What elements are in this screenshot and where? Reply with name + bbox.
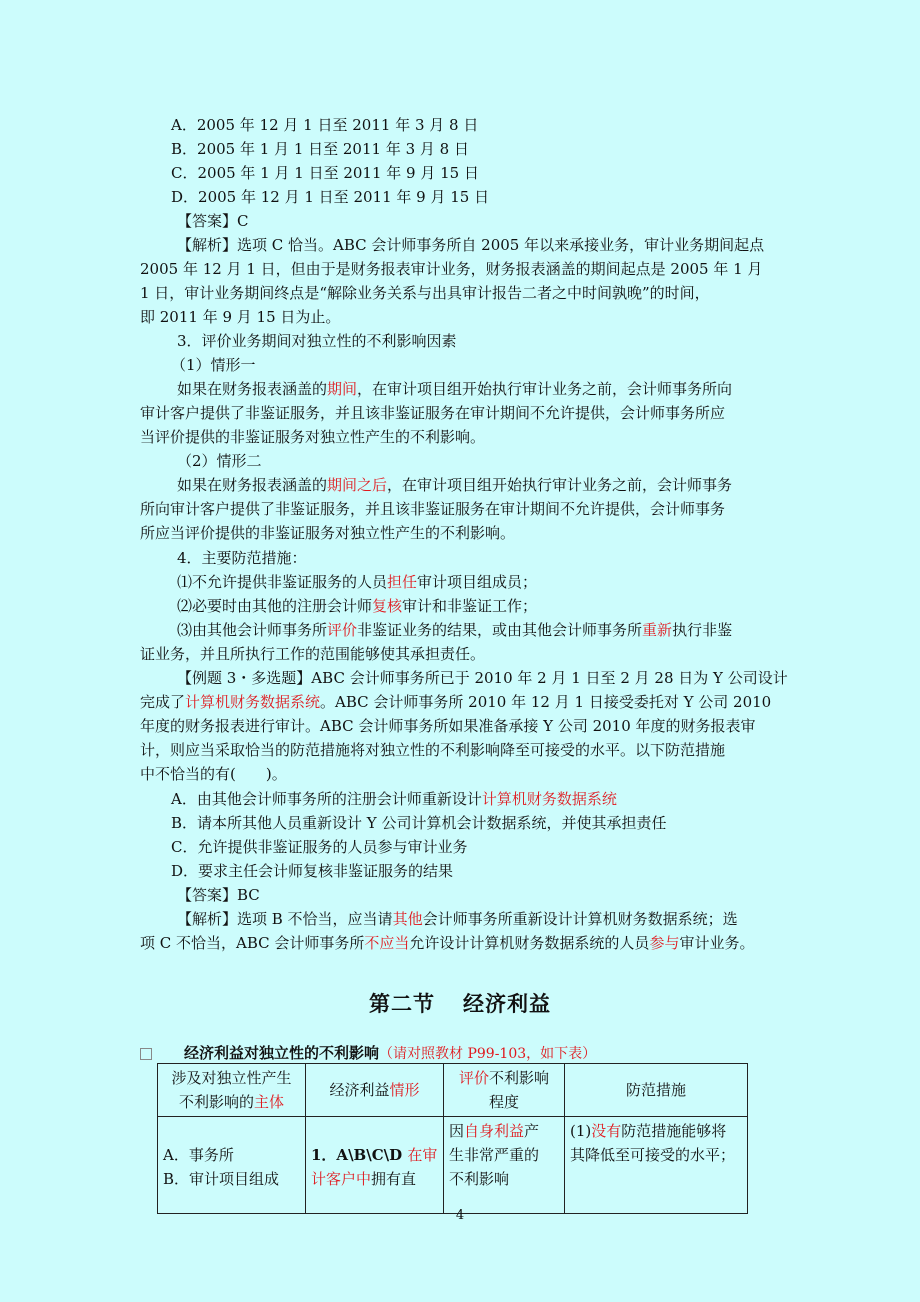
example-3-option-c: C．允许提供非鉴证服务的人员参与审计业务 (171, 838, 468, 856)
answer-1: 【答案】C (177, 212, 249, 230)
interest-table (157, 1063, 748, 1214)
option-c: C．2005 年 1 月 1 日至 2011 年 9 月 15 日 (171, 164, 479, 182)
example-3-option-b: B．请本所其他人员重新设计 Y 公司计算机会计数据系统，并使其承担责任 (171, 814, 667, 832)
analysis-1-line: 1 日，审计业务期间终点是“解除业务关系与出具审计报告二者之中时间孰晚”的时间， (140, 284, 710, 302)
case-2-line: 如果在财务报表涵盖的期间之后，在审计项目组开始执行审计业务之前，会计师事务 (177, 476, 733, 494)
analysis-1-line: 即 2011 年 9 月 15 日为止。 (140, 308, 341, 326)
case-2-line: 所应当评价提供的非鉴证服务对独立性产生的不利影响。 (140, 524, 516, 542)
example-3-line: 计，则应当采取恰当的防范措施将对独立性的不利影响降至可接受的水平。以下防范措施 (140, 741, 726, 759)
measure-2: ⑵必要时由其他的注册会计师复核审计和非鉴证工作； (177, 597, 538, 615)
example-3-line: 完成了计算机财务数据系统。ABC 会计师事务所 2010 年 12 月 1 日接受委托对 Y 公司 2010 (140, 693, 772, 711)
measure-1: ⑴不允许提供非鉴证服务的人员担任审计项目组成员； (177, 573, 538, 591)
table-cell: 1．A\B\C\D 在审 计客户中拥有直 (306, 1117, 444, 1214)
analysis-2-line: 【解析】选项 B 不恰当，应当请其他会计师事务所重新设计计算机财务数据系统；选 (177, 910, 738, 928)
case-1-line: 审计客户提供了非鉴证服务，并且该非鉴证服务在审计期间不允许提供，会计师事务所应 (140, 404, 726, 422)
table-cell: A．事务所 B．审计项目组成 (158, 1117, 306, 1214)
header-cell: 防范措施 (565, 1064, 748, 1117)
measure-3: ⑶由其他会计师事务所评价非鉴证业务的结果，或由其他会计师事务所重新执行非鉴 (177, 621, 733, 639)
case-1-line: 如果在财务报表涵盖的期间，在审计项目组开始执行审计业务之前，会计师事务所向 (177, 380, 733, 398)
page-number: 4 (455, 1208, 465, 1223)
table-caption: 经济利益对独立性的不利影响（请对照教材 P99-103，如下表） (140, 1042, 596, 1063)
header-cell: 涉及对独立性产生 不利影响的主体 (158, 1064, 306, 1117)
option-d: D．2005 年 12 月 1 日至 2011 年 9 月 15 日 (171, 188, 490, 206)
example-3-option-a: A．由其他会计师事务所的注册会计师重新设计计算机财务数据系统 (171, 790, 617, 808)
example-3-line: 中不恰当的有( )。 (140, 765, 287, 783)
header-cell: 评价不利影响 程度 (444, 1064, 565, 1117)
analysis-1-line: 2005 年 12 月 1 日，但由于是财务报表审计业务，财务报表涵盖的期间起点是 2005 年 1 月 (140, 260, 763, 278)
analysis-2-line: 项 C 不恰当，ABC 会计师事务所不应当允许设计计算机财务数据系统的人员参与审计业务。 (140, 934, 755, 952)
option-a: A．2005 年 12 月 1 日至 2011 年 3 月 8 日 (171, 116, 479, 134)
section-3-title: 3．评价业务期间对独立性的不利影响因素 (177, 332, 457, 350)
table-cell: (1)没有防范措施能够将 其降低至可接受的水平； (565, 1117, 748, 1214)
analysis-1-line: 【解析】选项 C 恰当。ABC 会计师事务所自 2005 年以来承接业务，审计业务期间起点 (177, 236, 765, 254)
example-3-option-d: D．要求主任会计师复核非鉴证服务的结果 (171, 862, 454, 880)
answer-2: 【答案】BC (177, 886, 260, 904)
case-1-title: （1）情形一 (171, 356, 256, 374)
section-heading: 第二节 经济利益 (369, 992, 551, 1016)
example-3-line: 【例题 3・多选题】ABC 会计师事务所已于 2010 年 2 月 1 日至 2 月 28 日为 Y 公司设计 (177, 669, 788, 687)
header-cell: 经济利益情形 (306, 1064, 444, 1117)
table-cell: 因自身利益产 生非常严重的 不利影响 (444, 1117, 565, 1214)
table-header-row (158, 1064, 748, 1117)
checkbox-icon (140, 1048, 152, 1060)
example-3-line: 年度的财务报表进行审计。ABC 会计师事务所如果准备承接 Y 公司 2010 年度的财务报表审 (140, 717, 756, 735)
measure-3-cont: 证业务，并且所执行工作的范围能够使其承担责任。 (140, 645, 486, 663)
case-2-title: （2）情形二 (177, 452, 262, 470)
table-row (158, 1117, 748, 1214)
section-4-title: 4．主要防范措施： (177, 549, 307, 567)
option-b: B．2005 年 1 月 1 日至 2011 年 3 月 8 日 (171, 140, 469, 158)
case-2-line: 所向审计客户提供了非鉴证服务，并且该非鉴证服务在审计期间不允许提供，会计师事务 (140, 500, 726, 518)
case-1-line: 当评价提供的非鉴证服务对独立性产生的不利影响。 (140, 428, 486, 446)
